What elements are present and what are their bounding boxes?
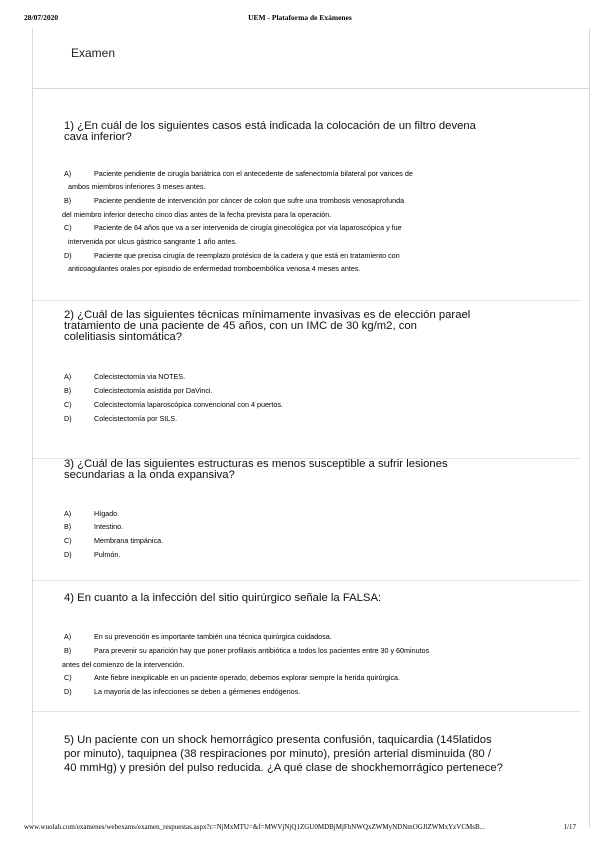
option-label: C)	[64, 673, 72, 682]
stem-line: colelitiasis sintomática?	[64, 331, 183, 343]
question-4-stem	[64, 593, 554, 604]
option-text: Para prevenir su aparición hay que poner profilaxis antibiótica a todos los pacientes entre 30 y 60minutos	[94, 646, 430, 655]
print-date: 28/07/2020	[24, 13, 59, 22]
option-text: Ante fiebre inexplicable en un paciente operado, debemos explorar siempre la herida quirúrgica.	[94, 673, 401, 682]
exam-title: Examen	[71, 46, 116, 60]
print-header	[20, 13, 580, 25]
option-text: intervenida por ulcus gástrico sangrante 1 año antes.	[68, 237, 238, 246]
option-label: B)	[64, 646, 72, 655]
option-text: Paciente que precisa cirugía de reemplazo protésico de la cadera y que está en tratamiento con	[94, 251, 400, 260]
option-a[interactable]	[64, 168, 534, 181]
option-c[interactable]	[64, 672, 534, 685]
option-text: Paciente de 64 años que va a ser intervenida de cirugía ginecológica por vía laparoscópica y fue	[94, 223, 402, 232]
option-label: C)	[64, 400, 72, 409]
option-text: Colecistectomía por SILS.	[94, 414, 178, 423]
option-text: anticoagulantes orales por episodio de enfermedad tromboembólica venosa 4 meses antes.	[68, 264, 361, 273]
option-label: B)	[64, 196, 72, 205]
option-label: D)	[64, 687, 72, 696]
stem-line: secundarias a la onda expansiva?	[64, 469, 235, 481]
stem-line: 40 mmHg) y presión del pulso reducida. ¿A qué clase de shockhemorrágico pertenece?	[64, 762, 503, 774]
question-divider	[33, 580, 581, 581]
option-label: A)	[64, 509, 72, 518]
question-5-stem	[64, 733, 554, 775]
option-d[interactable]	[64, 686, 534, 699]
question-divider	[33, 711, 581, 712]
option-text: Paciente pendiente de cirugía bariátrica con el antecedente de safenectomía bilateral por varices de	[94, 169, 413, 178]
option-text: antes del comienzo de la intervención.	[62, 660, 185, 669]
option-d[interactable]	[64, 549, 534, 562]
option-d[interactable]	[64, 250, 534, 263]
option-b[interactable]	[64, 645, 534, 658]
question-divider	[33, 300, 581, 301]
option-c-continued	[68, 236, 538, 249]
option-d-continued	[68, 263, 538, 276]
print-footer	[24, 823, 576, 835]
option-label: C)	[64, 536, 72, 545]
option-b[interactable]	[64, 521, 534, 534]
stem-line: 5) Un paciente con un shock hemorrágico presenta confusión, taquicardia (145latidos	[64, 734, 492, 746]
stem-line: por minuto), taquipnea (38 respiraciones por minuto), presión arterial disminuida (80 /	[64, 748, 491, 760]
option-b[interactable]	[64, 195, 534, 208]
option-text: La mayoría de las infecciones se deben a gérmenes endógenos.	[94, 687, 301, 696]
stem-line: 2) ¿Cuál de las siguientes técnicas mínimamente invasivas es de elección parael	[64, 309, 471, 321]
option-text: Colecistectomía asistida por DaVinci.	[94, 386, 213, 395]
stem-line: 1) ¿En cuál de los siguientes casos está indicada la colocación de un filtro devena	[64, 120, 476, 132]
option-a[interactable]	[64, 631, 534, 644]
option-text: Colecistectomía laparoscópica convencional con 4 puertos.	[94, 400, 283, 409]
question-1-stem	[64, 121, 554, 143]
option-text: Hígado.	[94, 509, 120, 518]
option-d[interactable]	[64, 413, 534, 426]
option-a[interactable]	[64, 371, 534, 384]
stem-line: 4) En cuanto a la infección del sitio quirúrgico señale la FALSA:	[64, 592, 382, 604]
option-b-continued	[62, 209, 532, 222]
option-label: A)	[64, 372, 72, 381]
option-label: A)	[64, 632, 72, 641]
question-3-stem	[64, 459, 554, 481]
option-a-continued	[68, 181, 538, 194]
option-label: D)	[64, 550, 72, 559]
stem-line: 3) ¿Cuál de las siguientes estructuras es menos susceptible a sufrir lesiones	[64, 458, 448, 470]
option-label: B)	[64, 386, 72, 395]
option-label: B)	[64, 522, 72, 531]
stem-line: tratamiento de una paciente de 45 años, con un IMC de 30 kg/m2, con	[64, 320, 417, 332]
option-text: Pulmón.	[94, 550, 121, 559]
option-text: Membrana timpánica.	[94, 536, 164, 545]
option-text: Colecistectomía via NOTES.	[94, 372, 186, 381]
exam-frame	[32, 28, 590, 828]
option-text: ambos miembros inferiores 3 meses antes.	[68, 182, 206, 191]
option-c[interactable]	[64, 222, 534, 235]
option-label: A)	[64, 169, 72, 178]
option-label: D)	[64, 414, 72, 423]
option-text: del miembro inferior derecho cinco días antes de la fecha prevista para la operación.	[62, 210, 332, 219]
print-title: UEM - Plataforma de Exámenes	[248, 13, 352, 22]
question-2-stem	[64, 310, 554, 343]
option-c[interactable]	[64, 399, 534, 412]
option-label: D)	[64, 251, 72, 260]
page-number: 1/17	[563, 823, 576, 831]
stem-line: cava inferior?	[64, 131, 132, 143]
option-text: Paciente pendiente de intervención por cáncer de colon que sufre una trombosis venosaprofunda	[94, 196, 405, 205]
option-b-continued	[62, 659, 532, 672]
option-label: C)	[64, 223, 72, 232]
print-url: www.wuolah.com/examenes/webexams/examen_respuestas.aspx?c=NjMxMTU=&f=MWVjNjQ1ZGU0MDBjMjFhNWQxZWMyNDNmOGJlZWMxYzVCMsB...	[24, 823, 485, 831]
option-text: En su prevención es importante también una técnica quirúrgica cuidadosa.	[94, 632, 332, 641]
exam-header	[33, 28, 589, 89]
option-a[interactable]	[64, 508, 534, 521]
option-c[interactable]	[64, 535, 534, 548]
option-b[interactable]	[64, 385, 534, 398]
option-text: Intestino.	[94, 522, 124, 531]
